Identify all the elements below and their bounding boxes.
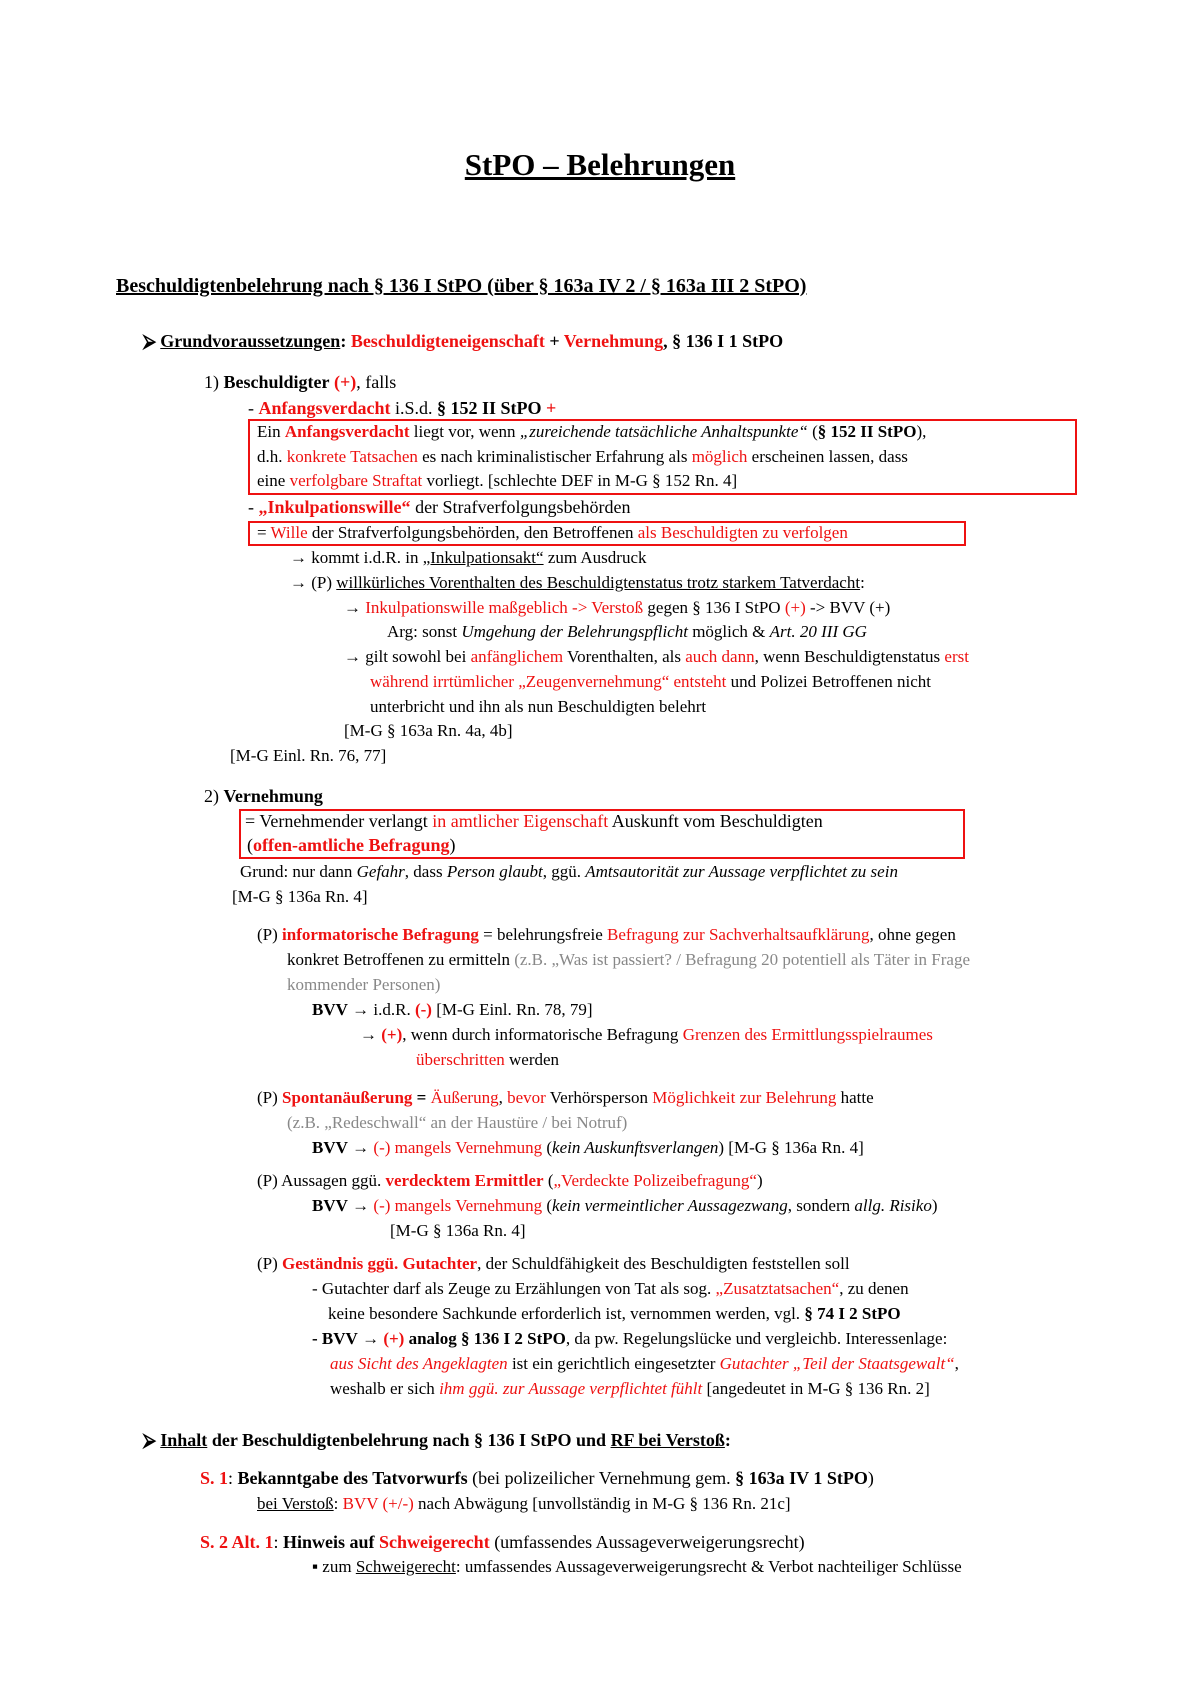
right-arrow-icon: → — [352, 1000, 370, 1019]
reference-136a: [M-G § 136a Rn. 4] — [232, 887, 368, 906]
gestaendnis-line-3: keine besondere Sachkunde erforderlich ist, vernommen werden, vgl. § 74 I 2 StPO — [328, 1304, 901, 1323]
beschuldigter-line: 1) Beschuldigter (+), falls — [204, 372, 397, 392]
right-arrow-icon: → — [352, 1196, 370, 1215]
verdeckt-line-1: (P) Aussagen ggü. verdecktem Ermittler („Verdeckte Polizeibefragung“) — [257, 1171, 763, 1190]
section-heading: Beschuldigtenbelehrung nach § 136 I StPO (über § 163a IV 2 / § 163a III 2 StPO) — [116, 275, 807, 297]
right-arrow-icon: → — [290, 573, 307, 592]
right-arrow-icon: → — [290, 548, 307, 567]
verdeckt-reference: [M-G § 136a Rn. 4] — [390, 1221, 526, 1240]
informatorisch-line-2: konkret Betroffenen zu ermitteln (z.B. „Was ist passiert? / Befragung 20 potentiell als Täter in Frage — [287, 950, 970, 969]
informatorisch-line-1: (P) informatorische Befragung = belehrungsfreie Befragung zur Sachverhaltsaufklärung, ohne gegen — [257, 925, 956, 944]
gestaendnis-line-2: - Gutachter darf als Zeuge zu Erzählungen von Tat als sog. „Zusatztatsachen“, zu denen — [312, 1279, 909, 1298]
right-arrow-icon: → — [360, 1025, 377, 1044]
informatorisch-bvv-line: BVV → i.d.R. (-) [M-G Einl. Rn. 78, 79] — [312, 1000, 593, 1019]
inkulpationsakt-line: → kommt i.d.R. in „Inkulpationsakt“ zum Ausdruck — [290, 548, 647, 567]
page-title: StPO – Belehrungen — [464, 147, 736, 182]
informatorisch-plus-line: → (+), wenn durch informatorische Befragung Grenzen des Ermittlungsspielraumes — [360, 1025, 933, 1044]
inkulpationswille-verstoss-line: → Inkulpationswille maßgeblich -> Verstoß gegen § 136 I StPO (+) -> BVV (+) — [344, 598, 891, 617]
def-line-1: Ein Anfangsverdacht liegt vor, wenn „zureichende tatsächliche Anhaltspunkte“ (§ 152 II StPO), — [257, 422, 927, 441]
spontan-line-1: (P) Spontanäußerung = Äußerung, bevor Verhörsperson Möglichkeit zur Belehrung hatte — [257, 1088, 874, 1107]
reference-einl: [M-G Einl. Rn. 76, 77] — [230, 746, 387, 765]
wille-line: = Wille der Strafverfolgungsbehörden, den Betroffenen als Beschuldigten zu verfolgen — [257, 523, 848, 542]
right-arrow-icon: → — [344, 647, 361, 666]
gestaendnis-line-5: aus Sicht des Angeklagten ist ein gerichtlich eingesetzter Gutachter „Teil der Staatsgewalt“, — [330, 1354, 959, 1373]
grund-line: Grund: nur dann Gefahr, dass Person glaubt, ggü. Amtsautorität zur Aussage verpflichtet zu sein — [240, 862, 898, 881]
s1-line: S. 1: Bekanntgabe des Tatvorwurfs (bei polizeilicher Vernehmung gem. § 163a IV 1 StPO) — [200, 1468, 874, 1488]
argument-line: Arg: sonst Umgehung der Belehrungspflicht möglich & Art. 20 III GG — [387, 622, 867, 641]
arrowhead-bullet-icon: ⮚ — [143, 331, 156, 351]
bullet-inhalt: ⮚ Inhalt der Beschuldigtenbelehrung nach § 136 I StPO und RF bei Verstoß: — [143, 1430, 731, 1450]
s1-verstoss-line: bei Verstoß: BVV (+/-) nach Abwägung [unvollständig in M-G § 136 Rn. 21c] — [257, 1494, 791, 1513]
informatorisch-line-3: kommender Personen) — [287, 975, 441, 994]
reference-163a: [M-G § 163a Rn. 4a, 4b] — [344, 721, 513, 740]
vernehmung-def-line-2: (offen-amtliche Befragung) — [247, 835, 456, 855]
gilt-sowohl-line-3: unterbricht und ihn als nun Beschuldigten belehrt — [370, 697, 707, 716]
gestaendnis-line-4: - BVV → (+) analog § 136 I 2 StPO, da pw. Regelungslücke und vergleichb. Interessenlage: — [312, 1329, 948, 1348]
arrowhead-bullet-icon: ⮚ — [143, 1430, 156, 1450]
s2-bullet-line: ▪ zum Schweigerecht: umfassendes Aussageverweigerungsrecht & Verbot nachteiliger Schlüsse — [312, 1557, 962, 1576]
square-bullet-icon: ▪ — [312, 1557, 319, 1576]
bullet-grundvoraussetzungen: ⮚ Grundvoraussetzungen: Beschuldigteneigenschaft + Vernehmung, § 136 I 1 StPO — [143, 331, 784, 351]
informatorisch-plus-line-2: überschritten werden — [416, 1050, 560, 1069]
right-arrow-icon: → — [362, 1329, 380, 1348]
gestaendnis-line-1: (P) Geständnis ggü. Gutachter, der Schuldfähigkeit des Beschuldigten feststellen soll — [257, 1254, 850, 1273]
s2-line: S. 2 Alt. 1: Hinweis auf Schweigerecht (umfassendes Aussageverweigerungsrecht) — [200, 1532, 805, 1552]
vernehmung-def-line-1: = Vernehmender verlangt in amtlicher Eigenschaft Auskunft vom Beschuldigten — [245, 811, 823, 831]
right-arrow-icon: → — [344, 598, 361, 617]
gilt-sowohl-line: → gilt sowohl bei anfänglichem Vorenthalten, als auch dann, wenn Beschuldigtenstatus erst — [344, 647, 969, 666]
right-arrow-icon: → — [352, 1138, 370, 1157]
def-line-3: eine verfolgbare Straftat vorliegt. [schlechte DEF in M-G § 152 Rn. 4] — [257, 471, 738, 490]
verdeckt-bvv-line: BVV → (-) mangels Vernehmung (kein vermeintlicher Aussagezwang, sondern allg. Risiko) — [312, 1196, 938, 1215]
anfangsverdacht-line: - Anfangsverdacht i.S.d. § 152 II StPO + — [248, 398, 557, 418]
gilt-sowohl-line-2: während irrtümlicher „Zeugenvernehmung“ entsteht und Polizei Betroffenen nicht — [370, 672, 931, 691]
gestaendnis-line-6: weshalb er sich ihm ggü. zur Aussage verpflichtet fühlt [angedeutet in M-G § 136 Rn. 2] — [330, 1379, 930, 1398]
inkulpationswille-line: - „Inkulpationswille“ der Strafverfolgungsbehörden — [248, 497, 631, 517]
spontan-bvv-line: BVV → (-) mangels Vernehmung (kein Auskunftsverlangen) [M-G § 136a Rn. 4] — [312, 1138, 864, 1157]
vernehmung-line: 2) Vernehmung — [204, 786, 323, 806]
spontan-example: (z.B. „Redeschwall“ an der Haustüre / bei Notruf) — [287, 1113, 628, 1132]
def-line-2: d.h. konkrete Tatsachen es nach kriminalistischer Erfahrung als möglich erscheinen lassen, dass — [257, 447, 908, 466]
problem-vorenthalten-line: → (P) willkürliches Vorenthalten des Beschuldigtenstatus trotz starkem Tatverdacht: — [290, 573, 865, 592]
